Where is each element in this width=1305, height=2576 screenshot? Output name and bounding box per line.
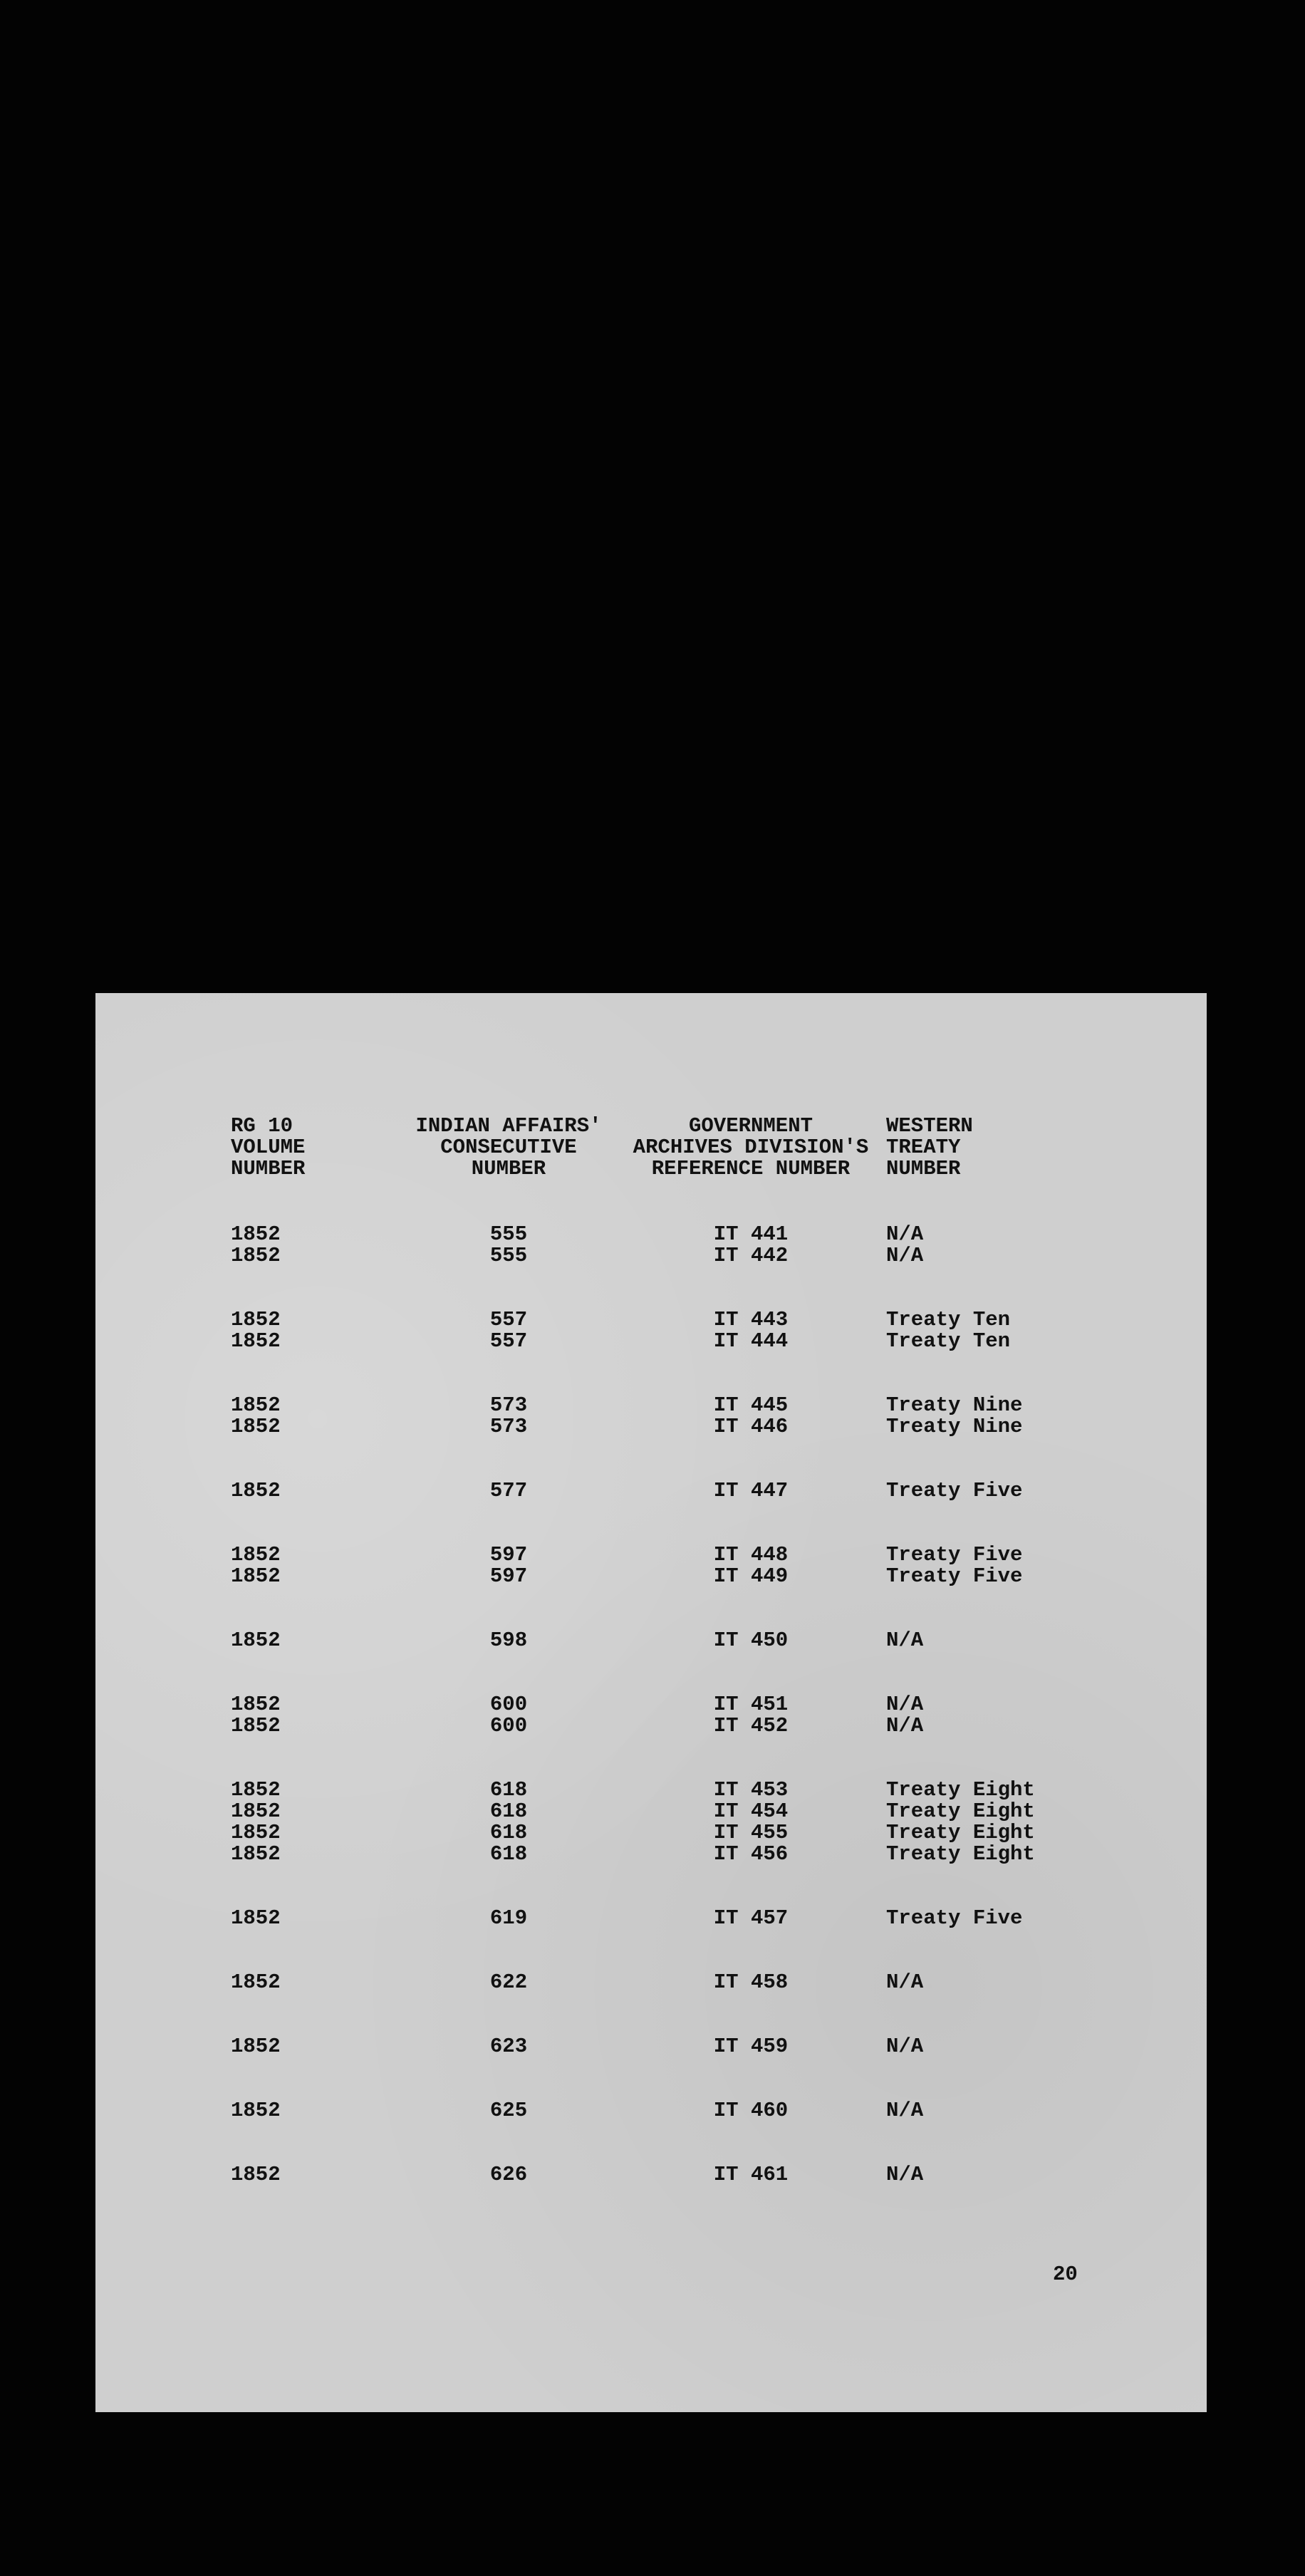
table-row xyxy=(231,1416,1100,1438)
table-row xyxy=(231,1395,1100,1416)
reference-number-cell: IT 455 xyxy=(713,1821,789,1844)
volume-cell: 1852 xyxy=(231,1308,281,1331)
header-western-treaty-number: WESTERN TREATY NUMBER xyxy=(886,1114,973,1180)
page-number: 20 xyxy=(1053,2263,1078,2286)
reference-number-cell: IT 450 xyxy=(713,1629,789,1652)
record-group xyxy=(231,2036,1100,2057)
consecutive-number-cell: 598 xyxy=(489,1629,528,1652)
reference-number-cell: IT 452 xyxy=(713,1714,789,1738)
table-row xyxy=(231,1844,1100,1865)
reference-number-cell: IT 448 xyxy=(713,1543,789,1567)
table-row xyxy=(231,1480,1100,1502)
reference-number-cell: IT 458 xyxy=(713,1970,789,1994)
volume-cell: 1852 xyxy=(231,2035,281,2058)
reference-number-cell: IT 453 xyxy=(713,1778,789,1802)
table-body xyxy=(231,1224,1100,2186)
treaty-cell: N/A xyxy=(886,1629,924,1652)
table-row xyxy=(231,1566,1100,1587)
table-row xyxy=(231,1801,1100,1822)
reference-number-cell: IT 442 xyxy=(713,1244,789,1267)
reference-number-cell: IT 459 xyxy=(713,2035,789,2058)
treaty-cell: Treaty Ten xyxy=(886,1308,1011,1331)
reference-number-cell: IT 446 xyxy=(713,1415,789,1438)
consecutive-number-cell: 626 xyxy=(489,2163,528,2186)
treaty-cell: N/A xyxy=(886,1222,924,1246)
treaty-cell: Treaty Five xyxy=(886,1479,1023,1502)
volume-cell: 1852 xyxy=(231,1778,281,1802)
volume-cell: 1852 xyxy=(231,2099,281,2122)
reference-number-cell: IT 456 xyxy=(713,1842,789,1866)
volume-cell: 1852 xyxy=(231,1393,281,1417)
record-group xyxy=(231,1309,1100,1352)
volume-cell: 1852 xyxy=(231,1821,281,1844)
reference-number-cell: IT 441 xyxy=(713,1222,789,1246)
volume-cell: 1852 xyxy=(231,1564,281,1588)
record-group xyxy=(231,1908,1100,1929)
volume-cell: 1852 xyxy=(231,1543,281,1567)
consecutive-number-cell: 577 xyxy=(489,1479,528,1502)
consecutive-number-cell: 622 xyxy=(489,1970,528,1994)
header-government-archives-reference-number: GOVERNMENT ARCHIVES DIVISION'S REFERENCE NUMBER xyxy=(633,1114,869,1180)
reference-number-cell: IT 445 xyxy=(713,1393,789,1417)
volume-cell: 1852 xyxy=(231,1222,281,1246)
volume-cell: 1852 xyxy=(231,1693,281,1716)
record-group xyxy=(231,1630,1100,1651)
treaty-cell: Treaty Nine xyxy=(886,1415,1023,1438)
consecutive-number-cell: 618 xyxy=(489,1799,528,1823)
volume-cell: 1852 xyxy=(231,1906,281,1930)
treaty-cell: Treaty Eight xyxy=(886,1778,1035,1802)
table-row xyxy=(231,1972,1100,1993)
consecutive-number-cell: 600 xyxy=(489,1693,528,1716)
record-group xyxy=(231,2100,1100,2121)
table-row xyxy=(231,1780,1100,1801)
consecutive-number-cell: 618 xyxy=(489,1821,528,1844)
volume-cell: 1852 xyxy=(231,1329,281,1353)
treaty-cell: N/A xyxy=(886,2099,924,2122)
table-row xyxy=(231,2164,1100,2186)
header-rg10-volume-number: RG 10 VOLUME NUMBER xyxy=(231,1114,306,1180)
reference-number-cell: IT 447 xyxy=(713,1479,789,1502)
treaty-cell: Treaty Five xyxy=(886,1543,1023,1567)
table-row xyxy=(231,2036,1100,2057)
treaty-cell: N/A xyxy=(886,1714,924,1738)
volume-cell: 1852 xyxy=(231,1714,281,1738)
consecutive-number-cell: 625 xyxy=(489,2099,528,2122)
table-row xyxy=(231,1694,1100,1715)
record-group xyxy=(231,1972,1100,1993)
reference-number-cell: IT 443 xyxy=(713,1308,789,1331)
reference-number-cell: IT 451 xyxy=(713,1693,789,1716)
reference-number-cell: IT 457 xyxy=(713,1906,789,1930)
table-row xyxy=(231,1630,1100,1651)
volume-cell: 1852 xyxy=(231,1842,281,1866)
document-page xyxy=(95,993,1207,2412)
treaty-cell: Treaty Five xyxy=(886,1906,1023,1930)
record-group xyxy=(231,1395,1100,1438)
consecutive-number-cell: 555 xyxy=(489,1222,528,1246)
treaty-cell: Treaty Five xyxy=(886,1564,1023,1588)
consecutive-number-cell: 597 xyxy=(489,1564,528,1588)
consecutive-number-cell: 557 xyxy=(489,1308,528,1331)
consecutive-number-cell: 557 xyxy=(489,1329,528,1353)
treaty-cell: Treaty Nine xyxy=(886,1393,1023,1417)
table-row xyxy=(231,1544,1100,1566)
reference-number-cell: IT 461 xyxy=(713,2163,789,2186)
volume-cell: 1852 xyxy=(231,1799,281,1823)
volume-cell: 1852 xyxy=(231,1244,281,1267)
record-group xyxy=(231,1694,1100,1737)
table-row xyxy=(231,1245,1100,1267)
treaty-cell: N/A xyxy=(886,2035,924,2058)
consecutive-number-cell: 618 xyxy=(489,1778,528,1802)
record-table xyxy=(231,1116,1100,2228)
treaty-cell: N/A xyxy=(886,2163,924,2186)
treaty-cell: Treaty Eight xyxy=(886,1842,1035,1866)
table-row xyxy=(231,1309,1100,1331)
table-header xyxy=(231,1116,1100,1180)
treaty-cell: N/A xyxy=(886,1693,924,1716)
consecutive-number-cell: 618 xyxy=(489,1842,528,1866)
reference-number-cell: IT 444 xyxy=(713,1329,789,1353)
table-row xyxy=(231,1822,1100,1844)
table-row xyxy=(231,2100,1100,2121)
treaty-cell: N/A xyxy=(886,1244,924,1267)
volume-cell: 1852 xyxy=(231,2163,281,2186)
volume-cell: 1852 xyxy=(231,1479,281,1502)
treaty-cell: N/A xyxy=(886,1970,924,1994)
treaty-cell: Treaty Eight xyxy=(886,1799,1035,1823)
volume-cell: 1852 xyxy=(231,1415,281,1438)
table-row xyxy=(231,1908,1100,1929)
reference-number-cell: IT 460 xyxy=(713,2099,789,2122)
table-row xyxy=(231,1224,1100,1245)
consecutive-number-cell: 619 xyxy=(489,1906,528,1930)
table-row xyxy=(231,1331,1100,1352)
volume-cell: 1852 xyxy=(231,1970,281,1994)
treaty-cell: Treaty Eight xyxy=(886,1821,1035,1844)
volume-cell: 1852 xyxy=(231,1629,281,1652)
consecutive-number-cell: 597 xyxy=(489,1543,528,1567)
record-group xyxy=(231,1480,1100,1502)
reference-number-cell: IT 449 xyxy=(713,1564,789,1588)
consecutive-number-cell: 573 xyxy=(489,1415,528,1438)
record-group xyxy=(231,1224,1100,1267)
table-row xyxy=(231,1715,1100,1737)
record-group xyxy=(231,1780,1100,1865)
record-group xyxy=(231,1544,1100,1587)
header-indian-affairs-consecutive-number: INDIAN AFFAIRS' CONSECUTIVE NUMBER xyxy=(415,1114,602,1180)
reference-number-cell: IT 454 xyxy=(713,1799,789,1823)
consecutive-number-cell: 555 xyxy=(489,1244,528,1267)
record-group xyxy=(231,2164,1100,2186)
consecutive-number-cell: 573 xyxy=(489,1393,528,1417)
consecutive-number-cell: 600 xyxy=(489,1714,528,1738)
treaty-cell: Treaty Ten xyxy=(886,1329,1011,1353)
consecutive-number-cell: 623 xyxy=(489,2035,528,2058)
